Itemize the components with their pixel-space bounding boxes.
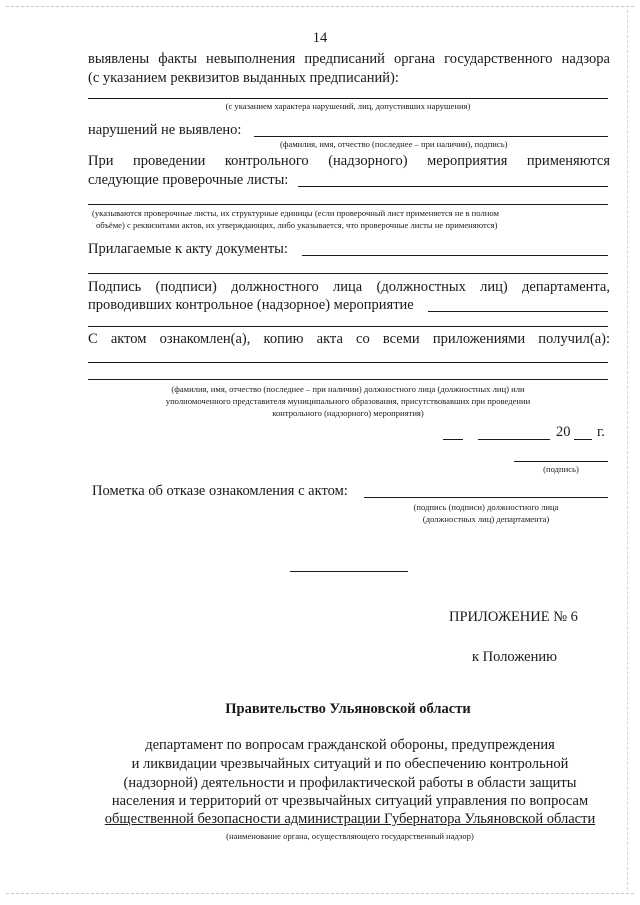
date-year-prefix: 20 <box>556 424 571 440</box>
violations-text-line1: выявлены факты невыполнения предписаний органа государственного надзора <box>88 51 610 67</box>
checklists-text-line1: При проведении контрольного (надзорного) мероприятия применяются <box>88 153 610 169</box>
refusal-hint-2: (должностных лиц) департамента) <box>422 514 550 524</box>
signature-hint: (подпись) <box>543 464 579 474</box>
signatures-fill-line-1 <box>428 311 608 312</box>
date-day-line <box>443 439 463 440</box>
no-violations-fill-line <box>254 136 608 137</box>
department-line-2: и ликвидации чрезвычайных ситуаций и по обеспечению контрольной <box>131 756 569 772</box>
acquainted-fill-line-2 <box>88 379 608 380</box>
violations-text-line2: (с указанием реквизитов выданных предписаний): <box>88 70 399 86</box>
department-line-3: (надзорной) деятельности и профилактической работы в области защиты <box>123 775 577 791</box>
signatures-text-line1: Подпись (подписи) должностного лица (должностных лиц) департамента, <box>88 279 610 295</box>
refusal-hint-1: (подпись (подписи) должностного лица <box>413 502 559 512</box>
department-line-4: населения и территорий от чрезвычайных ситуаций управления по вопросам <box>111 793 589 809</box>
acquainted-hint-2: уполномоченного представителя муниципального образования, присутствовавших при проведении <box>165 396 531 406</box>
checklists-fill-line-1 <box>298 186 608 187</box>
page-number: 14 <box>312 30 328 46</box>
refusal-label: Пометка об отказе ознакомления с актом: <box>92 483 348 499</box>
acquainted-text: С актом ознакомлен(а), копию акта со всеми приложениями получил(а): <box>88 331 610 347</box>
scan-edge-top <box>6 6 634 7</box>
no-violations-hint: (фамилия, имя, отчество (последнее – при наличии), подпись) <box>280 139 508 149</box>
acquainted-fill-line-1 <box>88 362 608 363</box>
department-hint: (наименование органа, осуществляющего государственный надзор) <box>226 831 474 841</box>
violations-fill-line <box>88 98 608 99</box>
attached-docs-fill-line-2 <box>88 273 608 274</box>
checklists-hint-1: (указываются проверочные листы, их структурные единицы (если проверочный лист применяется не в полном <box>92 208 499 218</box>
appendix-subtitle: к Положению <box>472 649 557 665</box>
signatures-text-line2: проводивших контрольное (надзорное) мероприятие <box>88 297 414 313</box>
checklists-fill-line-2 <box>88 204 608 205</box>
violations-hint: (с указанием характера нарушений, лиц, допустивших нарушения) <box>225 101 471 111</box>
acquainted-hint-3: контрольного (надзорного) мероприятия) <box>272 408 424 418</box>
appendix-title: ПРИЛОЖЕНИЕ № 6 <box>449 609 578 625</box>
refusal-fill-line <box>364 497 608 498</box>
scan-edge-bottom <box>6 893 634 894</box>
date-year-suffix: г. <box>597 424 605 440</box>
department-line-1: департамент по вопросам гражданской обороны, предупреждения <box>145 737 555 753</box>
section-divider <box>290 571 408 572</box>
government-title: Правительство Ульяновской области <box>225 701 471 717</box>
signatures-fill-line-2 <box>88 326 608 327</box>
checklists-text-line2: следующие проверочные листы: <box>88 172 289 188</box>
attached-docs-label: Прилагаемые к акту документы: <box>88 241 288 257</box>
date-year-line <box>574 439 592 440</box>
department-line-5-text: общественной безопасности администрации Губернатора Ульяновской области <box>104 811 596 827</box>
department-line-5 <box>60 811 640 828</box>
signature-line <box>514 461 608 462</box>
checklists-hint-2: объёме) с реквизитами актов, их утверждающих, либо указывается, что проверочные листы не применяются) <box>96 220 498 230</box>
no-violations-label: нарушений не выявлено: <box>88 122 242 138</box>
acquainted-hint-1: (фамилия, имя, отчество (последнее – при наличии) должностного лица (должностных лиц) или <box>171 384 525 394</box>
date-month-line <box>478 439 550 440</box>
attached-docs-fill-line-1 <box>302 255 608 256</box>
